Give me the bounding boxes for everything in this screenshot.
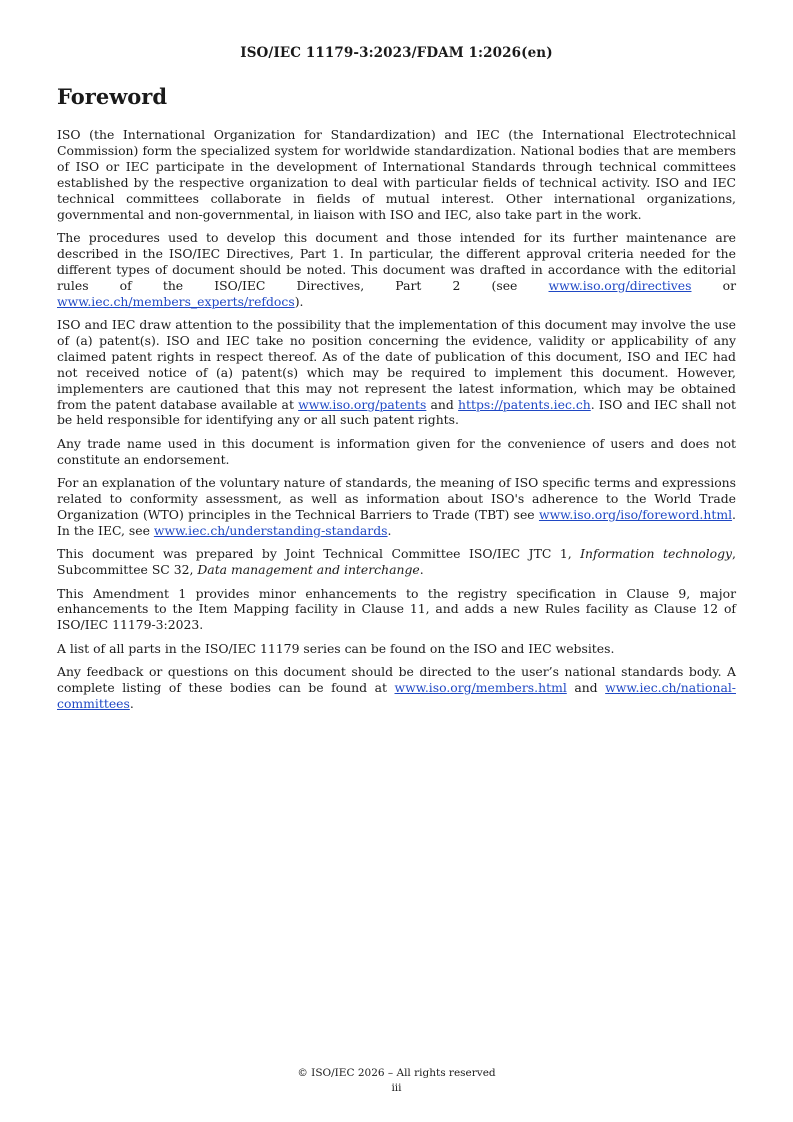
paragraph-text: and <box>566 680 606 696</box>
page-footer <box>0 1066 793 1096</box>
link-iec-refdocs[interactable]: www.iec.ch/members_experts/refdocs <box>57 293 295 309</box>
link-iec-understanding-standards[interactable]: www.iec.ch/understanding-standards <box>153 522 388 538</box>
subcommittee-title: Data management and interchange <box>197 562 420 578</box>
paragraph-organizations: ISO (the International Organization for Standardization) and IEC (the International Electrotechnical Commission) form the specialized system for worldwide standardization. National bodies that are members of ISO or IEC participate in the development of International Standards through technical committees established by the respective organization to deal with particular fields of technical activity. ISO and IEC technical committees collaborate in fields of mutual interest. Other international organizations, governmental and non-governmental, in liaison with ISO and IEC, also take part in the work. <box>57 127 736 222</box>
paragraph-series-list: A list of all parts in the ISO/IEC 11179 series can be found on the ISO and IEC websites. <box>57 640 615 656</box>
paragraph-text: . <box>419 562 424 578</box>
paragraph-procedures <box>57 230 736 310</box>
page-number: iii <box>391 1082 402 1094</box>
link-iso-directives[interactable]: www.iso.org/directives <box>548 277 692 293</box>
paragraph-text: ISO and IEC draw attention to the possibility that the implementation of this document may involve the use of (a) patent(s). ISO and IEC take no position concerning the evidence, validity or applicability of any claimed patent rights in respect thereof. As of the date of publication of this document, ISO and IEC had not received notice of (a) patent(s) which may be required to implement this document. However, implementers are cautioned that this may not represent the latest information, which may be obtained from the patent database available at <box>57 316 736 412</box>
link-iso-foreword[interactable]: www.iso.org/iso/foreword.html <box>538 506 733 522</box>
committee-title: Information technology <box>580 546 733 562</box>
paragraph-text: or <box>691 277 737 293</box>
paragraph-text: Any feedback or questions on this document should be directed to the user’s national standards body. A complete listing of these bodies can be found at <box>57 664 736 696</box>
paragraph-text: . In the IEC, see <box>57 506 736 538</box>
paragraph-text: , Subcommittee SC 32, <box>57 546 736 578</box>
paragraph-text: . <box>387 522 392 538</box>
paragraph-text: The procedures used to develop this document and those intended for its further maintenance are described in the ISO/IEC Directives, Part 1. In particular, the different approval criteria needed for the different types of document should be noted. This document was drafted in accordance with the editorial rules of the ISO/IEC Directives, Part 2 (see <box>57 229 736 293</box>
paragraph-patents <box>57 317 736 428</box>
page-title: Foreword <box>57 84 168 109</box>
paragraph-feedback <box>57 664 736 712</box>
link-iso-patents[interactable]: www.iso.org/patents <box>298 396 427 412</box>
paragraph-committee <box>57 546 736 578</box>
paragraph-text: ). <box>294 293 304 309</box>
paragraph-text: For an explanation of the voluntary nature of standards, the meaning of ISO specific terms and expressions related to conformity assessment, as well as information about ISO's adherence to the World Trade Organization (WTO) principles in the Technical Barriers to Trade (TBT) see <box>57 475 736 522</box>
paragraph-amendment: This Amendment 1 provides minor enhancements to the registry specification in Clause 9, major enhancements to the Item Mapping facility in Clause 11, and adds a new Rules facility as Clause 12 of ISO/IEC 11179-3:2023. <box>57 585 736 633</box>
paragraph-trade-name: Any trade name used in this document is information given for the convenience of users and does not constitute an endorsement. <box>57 435 736 467</box>
paragraph-text: This document was prepared by Joint Technical Committee ISO/IEC JTC 1, <box>57 546 581 562</box>
foreword-body <box>57 127 736 719</box>
paragraph-voluntary-nature <box>57 475 736 539</box>
link-iec-national-committees[interactable]: www.iec.ch/national-committees <box>57 680 736 711</box>
paragraph-text: . ISO and IEC shall not be held responsible for identifying any or all such patent rights. <box>57 396 736 428</box>
link-iso-members[interactable]: www.iso.org/members.html <box>394 680 567 696</box>
copyright-notice: © ISO/IEC 2026 – All rights reserved <box>297 1067 496 1079</box>
paragraph-text: and <box>426 396 459 412</box>
link-iec-patents[interactable]: https://patents.iec.ch <box>458 396 591 412</box>
document-id-header: ISO/IEC 11179-3:2023/FDAM 1:2026(en) <box>240 45 553 61</box>
paragraph-text: . <box>129 696 134 711</box>
